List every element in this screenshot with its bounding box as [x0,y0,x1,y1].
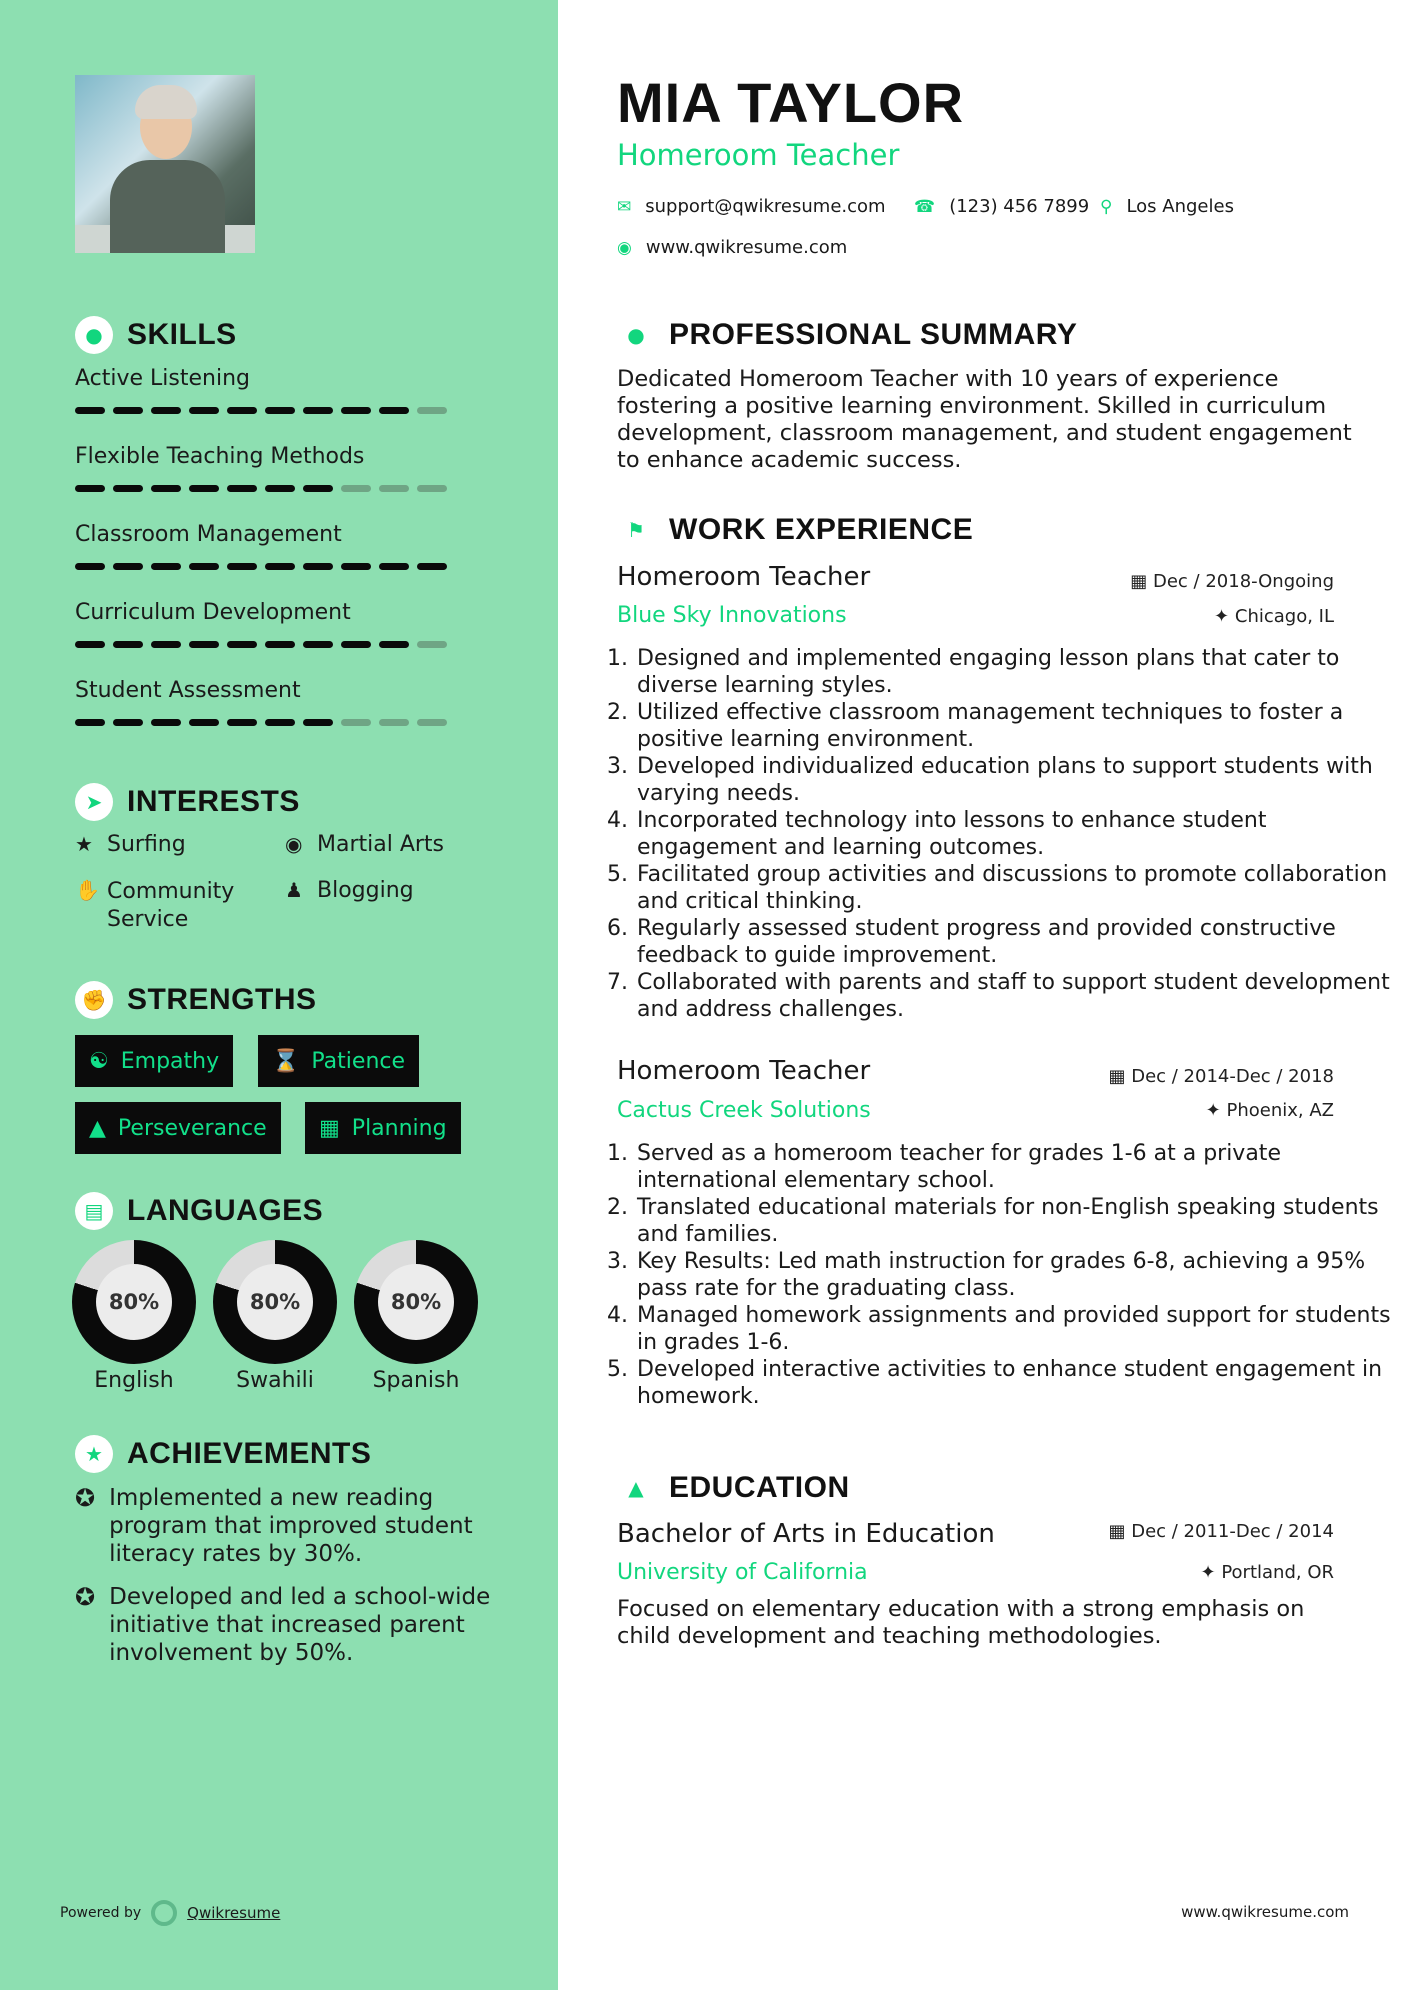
skill-level-dash [303,485,333,492]
pin-icon: ✦ [1214,606,1230,627]
globe-icon: ◉ [285,832,303,856]
location-text: Los Angeles [1126,196,1234,217]
skill-level-dash [265,485,295,492]
language-ring [213,1240,337,1364]
strength-label: Perseverance [117,1115,267,1141]
job-bullet: 2. Utilized effective classroom management techniques to foster a positive learning environment. [635,699,1395,753]
skill-level-bar [75,719,455,726]
footer-url[interactable]: www.qwikresume.com [1181,1903,1349,1921]
envelope-icon: ✉ [617,196,632,217]
achievement-item [75,1583,495,1667]
skill-item [75,522,455,570]
experience-heading [617,511,973,549]
skill-level-dash [417,407,447,414]
mountain-icon: ▲ [89,1115,106,1141]
skill-level-dash [227,485,257,492]
globe-icon: ◉ [617,237,632,258]
skill-level-bar [75,485,455,492]
skill-level-dash [379,407,409,414]
job-bullet: 4. Incorporated technology into lessons to enhance student engagement and learning outcomes. [635,807,1395,861]
school-name: University of California [617,1560,868,1585]
skill-level-dash [227,641,257,648]
skill-level-dash [265,719,295,726]
skill-level-dash [75,407,105,414]
skills-title: SKILLS [127,318,237,351]
interest-item [285,878,414,903]
education-text: Focused on elementary education with a strong emphasis on child development and teaching methodologies. [617,1596,1305,1649]
skill-level-bar [75,563,455,570]
contact-location [1100,196,1234,217]
job-location-text: Phoenix, AZ [1226,1100,1334,1121]
job-company: Blue Sky Innovations [617,603,847,628]
interest-item [75,878,247,934]
skill-label: Classroom Management [75,522,342,547]
skill-level-dash [417,485,447,492]
powered-by [60,1900,280,1926]
language-ring [72,1240,196,1364]
hourglass-icon: ⌛ [272,1048,300,1074]
skill-label: Curriculum Development [75,600,351,625]
job-bullet: 6. Regularly assessed student progress and provided constructive feedback to guide improvement. [635,915,1395,969]
skill-level-dash [227,407,257,414]
map-pin-icon: ⚲ [1100,196,1113,217]
language-name: English [94,1368,174,1393]
education-dates-text: Dec / 2011-Dec / 2014 [1131,1521,1334,1542]
skill-level-dash [303,563,333,570]
job-dates-text: Dec / 2018-Ongoing [1153,571,1334,592]
interest-label: Blogging [317,878,414,903]
skills-heading [75,316,237,354]
education-location-text: Portland, OR [1221,1562,1334,1583]
skill-item [75,444,455,492]
skill-level-dash [189,719,219,726]
summary-text: Dedicated Homeroom Teacher with 10 years of experience fostering a positive learning environment. Skilled in curriculum development, classroom management, and student engagement to enhance academic success. [617,366,1352,473]
summary-heading [617,316,1077,354]
job-dates [1108,1066,1334,1087]
strengths-heading [75,981,317,1019]
skill-label: Flexible Teaching Methods [75,444,365,469]
lightbulb-icon: ● [75,316,113,354]
pin-icon: ✦ [1205,1100,1221,1121]
skill-level-dash [341,719,371,726]
website-text[interactable]: www.qwikresume.com [645,237,848,258]
calendar-icon: ▦ [1130,571,1148,592]
calendar-icon: ▦ [319,1115,340,1141]
interests-title: INTERESTS [127,785,300,818]
job-bullet: 7. Collaborated with parents and staff to support student development and address challenges. [635,969,1395,1023]
skill-level-dash [113,641,143,648]
interests-heading [75,783,300,821]
star-badge-icon: ★ [75,1435,113,1473]
job-bullet: 3. Key Results: Led math instruction for grades 6-8, achieving a 95% pass rate for the graduating class. [635,1248,1395,1302]
skill-level-dash [265,407,295,414]
achievement-text: Developed and led a school-wide initiative that increased parent involvement by 50%. [109,1584,491,1666]
skill-level-dash [265,641,295,648]
job-bullet: 3. Developed individualized education plans to support students with varying needs. [635,753,1395,807]
language-percent: 80% [96,1264,172,1340]
skill-level-dash [341,407,371,414]
pin-icon: ✦ [1200,1562,1216,1583]
skill-level-dash [341,563,371,570]
job-bullets [597,1140,1395,1410]
user-icon: ● [617,316,655,354]
strength-tag [258,1035,419,1087]
skill-level-dash [303,407,333,414]
language-ring [354,1240,478,1364]
office-chair-icon: ⚑ [617,511,655,549]
strength-tag [305,1102,461,1154]
skill-level-dash [151,407,181,414]
graduate-icon: ▲ [617,1469,655,1507]
skill-level-dash [189,407,219,414]
profile-photo [75,75,255,253]
skill-level-dash [75,563,105,570]
strength-tag [75,1102,281,1154]
job-dates-text: Dec / 2014-Dec / 2018 [1131,1066,1334,1087]
phone-text: (123) 456 7899 [949,196,1090,217]
education-title: EDUCATION [669,1471,850,1504]
interest-label: Martial Arts [317,832,445,857]
experience-title: WORK EXPERIENCE [669,513,974,546]
interest-label: Surfing [107,832,186,857]
language-icon: ▤ [75,1192,113,1230]
achievement-text: Implemented a new reading program that improved student literacy rates by 30%. [109,1485,473,1567]
skill-level-dash [151,563,181,570]
job-bullet: 1. Designed and implemented engaging lesson plans that cater to diverse learning styles. [635,645,1395,699]
job-bullets [597,645,1395,1023]
skill-level-dash [113,719,143,726]
skill-label: Active Listening [75,366,251,391]
skill-level-dash [341,485,371,492]
skill-level-dash [189,485,219,492]
contact-phone [914,196,1089,217]
skill-level-dash [303,641,333,648]
skill-level-dash [417,563,447,570]
interest-label: Community Service [107,879,235,932]
skill-level-dash [113,485,143,492]
skill-level-dash [75,485,105,492]
hand-icon: ✋ [75,878,100,902]
language-name: Swahili [236,1368,314,1393]
skill-label: Student Assessment [75,678,301,703]
job-title: Homeroom Teacher [617,1056,871,1086]
candidate-role: Homeroom Teacher [617,138,900,172]
calendar-icon: ▦ [1108,1066,1126,1087]
contact-website [617,237,847,258]
sidebar [0,0,558,1990]
trophy-star-icon: ✪ [75,1583,96,1611]
users-icon: ♟ [285,878,303,902]
strength-label: Empathy [120,1048,220,1074]
summary-title: PROFESSIONAL SUMMARY [669,318,1078,351]
languages-heading [75,1192,323,1230]
skill-level-dash [113,563,143,570]
skill-item [75,678,455,726]
calendar-icon: ▦ [1108,1521,1126,1542]
skill-level-dash [75,719,105,726]
job-location [1206,1100,1334,1121]
language-percent: 80% [237,1264,313,1340]
email-text[interactable]: support@qwikresume.com [645,196,886,217]
skill-level-dash [379,485,409,492]
qwikresume-logo [151,1900,177,1926]
skill-level-dash [227,563,257,570]
skill-level-dash [417,641,447,648]
skill-level-dash [341,641,371,648]
trophy-star-icon: ✪ [75,1484,96,1512]
achievement-item [75,1484,495,1568]
language-name: Spanish [372,1368,460,1393]
skill-level-dash [265,563,295,570]
skill-item [75,600,455,648]
job-location-text: Chicago, IL [1234,606,1334,627]
skill-level-dash [417,719,447,726]
fist-icon: ✊ [75,981,113,1019]
paper-plane-icon: ➤ [75,783,113,821]
skill-level-dash [379,719,409,726]
achievements-title: ACHIEVEMENTS [127,1437,372,1470]
degree-title: Bachelor of Arts in Education [617,1519,995,1549]
job-bullet: 1. Served as a homeroom teacher for grades 1-6 at a private international elementary school. [635,1140,1395,1194]
skill-level-bar [75,407,455,414]
skill-level-dash [151,641,181,648]
language-percent: 80% [378,1264,454,1340]
job-location [1214,606,1334,627]
languages-title: LANGUAGES [127,1194,324,1227]
candidate-name: MIA TAYLOR [617,71,965,134]
skill-level-bar [75,641,455,648]
skill-level-dash [189,641,219,648]
interest-item [285,832,444,857]
skill-level-dash [227,719,257,726]
job-bullet: 4. Managed homework assignments and provided support for students in grades 1-6. [635,1302,1395,1356]
contact-email [617,196,886,217]
strengths-title: STRENGTHS [127,983,317,1016]
skill-level-dash [303,719,333,726]
powered-by-label: Powered by [60,1905,142,1921]
job-dates [1130,571,1334,592]
phone-icon: ☎ [914,196,936,217]
brand-link[interactable]: Qwikresume [187,1904,281,1922]
strength-label: Patience [311,1048,406,1074]
star-icon: ★ [75,832,93,856]
interest-item [75,832,186,857]
language-item [213,1240,337,1393]
job-company: Cactus Creek Solutions [617,1098,871,1123]
skill-level-dash [151,719,181,726]
language-item [72,1240,196,1393]
skill-level-dash [379,563,409,570]
job-bullet: 5. Facilitated group activities and discussions to promote collaboration and critical thinking. [635,861,1395,915]
education-location [1201,1562,1335,1583]
strength-label: Planning [351,1115,447,1141]
job-bullet: 5. Developed interactive activities to enhance student engagement in homework. [635,1356,1395,1410]
skill-level-dash [189,563,219,570]
skill-level-dash [379,641,409,648]
skill-level-dash [151,485,181,492]
education-heading [617,1469,850,1507]
language-item [354,1240,478,1393]
strength-tag [75,1035,233,1087]
handshake-icon: ☯ [89,1048,109,1074]
skill-item [75,366,455,414]
job-title: Homeroom Teacher [617,562,871,592]
skill-level-dash [75,641,105,648]
education-dates [1108,1521,1334,1542]
skill-level-dash [113,407,143,414]
job-bullet: 2. Translated educational materials for non-English speaking students and families. [635,1194,1395,1248]
achievements-heading [75,1435,371,1473]
